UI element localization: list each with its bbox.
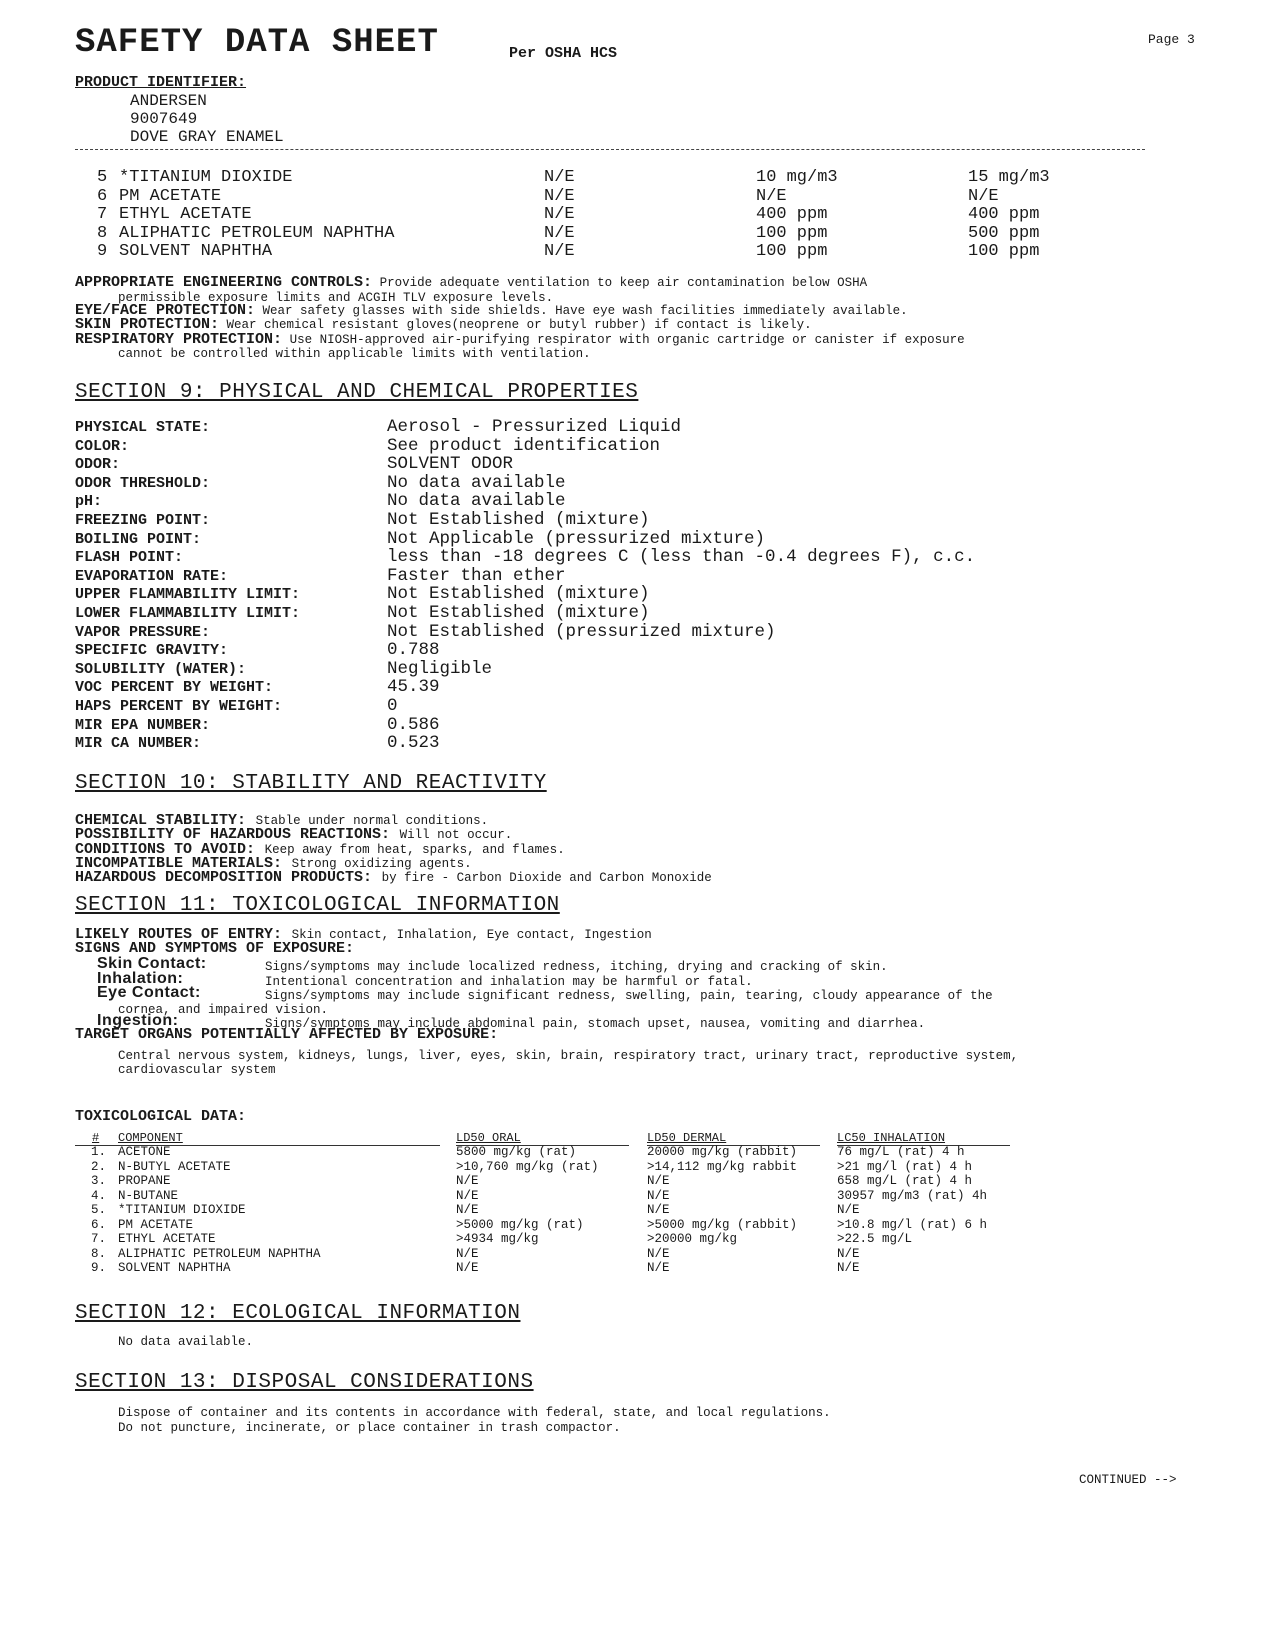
property-value: Not Applicable (pressurized mixture): [387, 528, 766, 549]
respiratory-protection-cont: [75, 347, 591, 361]
tox-cell-no: 5.: [91, 1203, 107, 1217]
stability-row: [75, 870, 712, 885]
inhalation-label: Inhalation:: [97, 970, 184, 987]
property-label: MIR CA NUMBER:: [75, 735, 202, 753]
respiratory-protection: [75, 333, 965, 347]
property-label: LOWER FLAMMABILITY LIMIT:: [75, 605, 301, 622]
tox-cell-dermal: N/E: [647, 1203, 670, 1217]
ingestion-label: Ingestion:: [97, 1012, 179, 1029]
limits-cell-c3: N/E: [968, 186, 999, 206]
property-value: Faster than ether: [387, 565, 566, 586]
engineering-controls: [75, 276, 867, 290]
respiratory-protection-label: RESPIRATORY PROTECTION:: [75, 331, 283, 348]
tox-cell-inhal: >21 mg/l (rat) 4 h: [837, 1159, 973, 1174]
property-label: SPECIFIC GRAVITY:: [75, 642, 229, 660]
tox-cell-component: N-BUTANE: [118, 1188, 179, 1203]
engineering-controls-text: Provide adequate ventilation to keep air contamination below OSHA: [379, 276, 868, 290]
tox-cell-oral: 5800 mg/kg (rat): [456, 1145, 577, 1159]
property-label: ODOR THRESHOLD:: [75, 474, 211, 492]
routes-text: Skin contact, Inhalation, Eye contact, Ingestion: [291, 928, 652, 942]
tox-cell-component: PM ACETATE: [118, 1217, 194, 1232]
target-organs-text-1: Central nervous system, kidneys, lungs, liver, eyes, skin, brain, respiratory tract, urinary tract, reproductive system,: [118, 1049, 1019, 1063]
skin-protection-text: Wear chemical resistant gloves(neoprene or butyl rubber) if contact is likely.: [226, 318, 812, 332]
tox-header-no: #: [92, 1131, 100, 1145]
property-value: See product identification: [387, 435, 661, 456]
tox-cell-dermal: N/E: [647, 1174, 670, 1188]
property-label: ODOR:: [75, 456, 121, 474]
property-label: UPPER FLAMMABILITY LIMIT:: [75, 586, 301, 604]
section-12-heading: SECTION 12: ECOLOGICAL INFORMATION: [75, 1302, 521, 1325]
limits-cell-no: 9: [97, 242, 108, 261]
stability-label: CHEMICAL STABILITY:: [75, 812, 247, 829]
tox-cell-no: 6.: [91, 1217, 107, 1232]
limits-cell-c2: 400 ppm: [756, 205, 828, 224]
tox-cell-oral: >10,760 mg/kg (rat): [456, 1159, 599, 1174]
eye-protection-label: EYE/FACE PROTECTION:: [75, 302, 256, 319]
property-value: No data available: [387, 491, 566, 512]
document-title: SAFETY DATA SHEET: [75, 24, 439, 62]
disposal-line-1: Dispose of container and its contents in accordance with federal, state, and local regulations.: [118, 1406, 831, 1420]
tox-cell-oral: N/E: [456, 1203, 479, 1217]
limits-cell-c3: 15 mg/m3: [968, 168, 1050, 187]
eye-protection-text: Wear safety glasses with side shields. Have eye wash facilities immediately available.: [262, 304, 908, 318]
tox-cell-no: 3.: [91, 1174, 107, 1188]
property-label: COLOR:: [75, 437, 130, 455]
tox-cell-oral: N/E: [456, 1188, 479, 1203]
property-label: FREEZING POINT:: [75, 512, 211, 529]
tox-cell-component: ETHYL ACETATE: [118, 1232, 216, 1246]
limits-cell-name: ETHYL ACETATE: [119, 205, 252, 224]
property-value: less than -18 degrees C (less than -0.4 degrees F), c.c.: [387, 547, 976, 568]
tox-cell-component: SOLVENT NAPHTHA: [118, 1261, 231, 1275]
property-value: 0.586: [387, 714, 440, 735]
property-value: Not Established (pressurized mixture): [387, 621, 776, 642]
continued-marker: CONTINUED -->: [1079, 1473, 1177, 1487]
property-label: BOILING POINT:: [75, 530, 202, 548]
section-9-heading: SECTION 9: PHYSICAL AND CHEMICAL PROPERTIES: [75, 381, 639, 404]
property-value: No data available: [387, 472, 566, 493]
signs-label: SIGNS AND SYMPTOMS OF EXPOSURE:: [75, 940, 355, 957]
limits-cell-c1: N/E: [544, 205, 575, 224]
tox-cell-inhal: >22.5 mg/L: [837, 1232, 913, 1246]
tox-cell-oral: N/E: [456, 1246, 479, 1261]
product-number: 9007649: [130, 110, 198, 128]
tox-cell-component: PROPANE: [118, 1174, 171, 1188]
limits-cell-name: PM ACETATE: [119, 186, 222, 206]
property-value: Not Established (mixture): [387, 510, 650, 530]
tox-cell-inhal: 76 mg/L (rat) 4 h: [837, 1145, 965, 1159]
eye-contact-label: Eye Contact:: [97, 984, 201, 1001]
tox-cell-inhal: N/E: [837, 1261, 860, 1275]
limits-cell-c2: N/E: [756, 186, 787, 206]
skin-protection: [75, 318, 812, 332]
section-13-heading: SECTION 13: DISPOSAL CONSIDERATIONS: [75, 1371, 534, 1394]
tox-cell-dermal: >5000 mg/kg (rabbit): [647, 1217, 798, 1232]
inhalation-text: Intentional concentration and inhalation may be harmful or fatal.: [265, 975, 753, 989]
property-label: HAPS PERCENT BY WEIGHT:: [75, 698, 283, 715]
tox-cell-oral: >5000 mg/kg (rat): [456, 1217, 584, 1232]
property-label: EVAPORATION RATE:: [75, 567, 229, 585]
limits-cell-c2: 10 mg/m3: [756, 168, 838, 187]
disposal-line-2: Do not puncture, incinerate, or place container in trash compactor.: [118, 1421, 621, 1435]
respiratory-protection-cont-text: cannot be controlled within applicable limits with ventilation.: [118, 347, 591, 361]
divider: [75, 149, 1145, 150]
tox-cell-no: 4.: [91, 1188, 107, 1203]
target-organs-text-2: cardiovascular system: [118, 1063, 276, 1077]
tox-cell-inhal: N/E: [837, 1203, 860, 1217]
product-identifier-label: PRODUCT IDENTIFIER:: [75, 74, 247, 91]
property-value: 0.523: [387, 733, 440, 754]
tox-cell-component: N-BUTYL ACETATE: [118, 1159, 231, 1174]
property-label: pH:: [75, 493, 103, 511]
tox-cell-dermal: N/E: [647, 1261, 670, 1275]
tox-cell-no: 1.: [91, 1145, 107, 1159]
property-label: FLASH POINT:: [75, 549, 184, 567]
limits-cell-c2: 100 ppm: [756, 242, 828, 261]
limits-cell-no: 8: [97, 223, 108, 243]
limits-cell-c3: 500 ppm: [968, 223, 1040, 243]
tox-header-inhalation: LC50 INHALATION: [837, 1131, 946, 1145]
tox-cell-no: 7.: [91, 1232, 107, 1246]
property-label: VAPOR PRESSURE:: [75, 623, 211, 641]
tox-cell-no: 8.: [91, 1246, 107, 1261]
property-label: PHYSICAL STATE:: [75, 419, 211, 436]
property-label: SOLUBILITY (WATER):: [75, 660, 247, 678]
stability-label: POSSIBILITY OF HAZARDOUS REACTIONS:: [75, 826, 391, 844]
tox-cell-dermal: 20000 mg/kg (rabbit): [647, 1145, 798, 1159]
tox-cell-no: 2.: [91, 1159, 107, 1174]
section-10-heading: SECTION 10: STABILITY AND REACTIVITY: [75, 772, 547, 795]
tox-cell-inhal: N/E: [837, 1246, 860, 1261]
target-organs-label: TARGET ORGANS POTENTIALLY AFFECTED BY EXPOSURE:: [75, 1026, 499, 1043]
tox-cell-dermal: N/E: [647, 1246, 670, 1261]
limits-cell-c1: N/E: [544, 242, 575, 261]
stability-label: INCOMPATIBLE MATERIALS:: [75, 854, 283, 872]
limits-cell-c2: 100 ppm: [756, 223, 828, 243]
property-value: Negligible: [387, 658, 493, 679]
tox-cell-oral: N/E: [456, 1261, 479, 1275]
tox-cell-inhal: >10.8 mg/l (rat) 6 h: [837, 1217, 988, 1232]
tox-cell-inhal: 658 mg/L (rat) 4 h: [837, 1174, 973, 1188]
limits-cell-no: 6: [97, 186, 108, 206]
limits-cell-name: ALIPHATIC PETROLEUM NAPHTHA: [119, 223, 395, 243]
tox-cell-oral: >4934 mg/kg: [456, 1232, 539, 1246]
limits-cell-no: 5: [97, 168, 108, 187]
routes-label: LIKELY ROUTES OF ENTRY:: [75, 926, 283, 943]
property-value: 0.788: [387, 640, 440, 661]
tox-header-oral: LD50 ORAL: [456, 1131, 521, 1145]
engineering-controls-cont-text: permissible exposure limits and ACGIH TLV exposure levels.: [118, 291, 554, 305]
stability-value: Keep away from heat, sparks, and flames.: [264, 842, 565, 857]
tox-data-label: TOXICOLOGICAL DATA:: [75, 1108, 247, 1125]
product-name: DOVE GRAY ENAMEL: [130, 128, 284, 146]
limits-cell-c3: 400 ppm: [968, 205, 1040, 224]
property-value: Not Established (mixture): [387, 603, 650, 623]
limits-cell-name: *TITANIUM DIOXIDE: [119, 168, 293, 187]
tox-cell-no: 9.: [91, 1261, 107, 1275]
engineering-controls-label: APPROPRIATE ENGINEERING CONTROLS:: [75, 274, 373, 291]
property-label: MIR EPA NUMBER:: [75, 716, 211, 734]
tox-cell-component: ALIPHATIC PETROLEUM NAPHTHA: [118, 1246, 321, 1261]
property-value: SOLVENT ODOR: [387, 454, 514, 475]
document-subtitle: Per OSHA HCS: [509, 45, 618, 62]
stability-value: Stable under normal conditions.: [255, 814, 489, 828]
limits-cell-no: 7: [97, 205, 108, 224]
property-value: Not Established (mixture): [387, 584, 650, 605]
ingestion-text: Signs/symptoms may include abdominal pain, stomach upset, nausea, vomiting and diarrhea.: [265, 1017, 926, 1031]
eye-contact-cont: cornea, and impaired vision.: [118, 1003, 329, 1017]
stability-value: by fire - Carbon Dioxide and Carbon Monoxide: [381, 871, 712, 886]
signs-symptoms: [75, 941, 354, 956]
skin-contact-label: Skin Contact:: [97, 955, 207, 972]
toxicological-data: [75, 1109, 246, 1124]
skin-contact-text: Signs/symptoms may include localized redness, itching, drying and cracking of skin.: [265, 960, 888, 974]
property-label: VOC PERCENT BY WEIGHT:: [75, 679, 274, 697]
tox-header-dermal: LD50 DERMAL: [647, 1131, 727, 1145]
tox-cell-dermal: >14,112 mg/kg rabbit: [647, 1159, 798, 1174]
skin-protection-label: SKIN PROTECTION:: [75, 316, 220, 333]
product-brand: ANDERSEN: [130, 92, 207, 110]
limits-cell-c3: 100 ppm: [968, 242, 1040, 261]
respiratory-protection-text: Use NIOSH-approved air-purifying respirator with organic cartridge or canister if exposure: [289, 333, 965, 347]
tox-cell-component: *TITANIUM DIOXIDE: [118, 1203, 246, 1217]
stability-label: CONDITIONS TO AVOID:: [75, 840, 256, 858]
ecological-text: No data available.: [118, 1335, 254, 1349]
eye-contact-text: Signs/symptoms may include significant redness, swelling, pain, tearing, cloudy appearance of the: [265, 989, 993, 1003]
limits-cell-name: SOLVENT NAPHTHA: [119, 242, 273, 261]
tox-cell-inhal: 30957 mg/m3 (rat) 4h: [837, 1188, 988, 1203]
page-number: Page 3: [1148, 32, 1195, 47]
target-organs: [75, 1027, 498, 1042]
tox-header-component: COMPONENT: [118, 1131, 183, 1145]
limits-cell-c1: N/E: [544, 186, 575, 206]
stability-value: Strong oxidizing agents.: [291, 856, 472, 871]
limits-cell-c1: N/E: [544, 223, 575, 243]
property-value: 45.39: [387, 677, 440, 698]
stability-value: Will not occur.: [399, 828, 513, 843]
tox-cell-component: ACETONE: [118, 1145, 171, 1159]
limits-cell-c1: N/E: [544, 168, 575, 187]
section-11-heading: SECTION 11: TOXICOLOGICAL INFORMATION: [75, 894, 560, 917]
stability-label: HAZARDOUS DECOMPOSITION PRODUCTS:: [75, 869, 373, 887]
tox-cell-dermal: N/E: [647, 1188, 670, 1203]
tox-cell-dermal: >20000 mg/kg: [647, 1232, 738, 1246]
property-value: 0: [387, 696, 398, 716]
tox-cell-oral: N/E: [456, 1174, 479, 1188]
property-value: Aerosol - Pressurized Liquid: [387, 417, 682, 437]
